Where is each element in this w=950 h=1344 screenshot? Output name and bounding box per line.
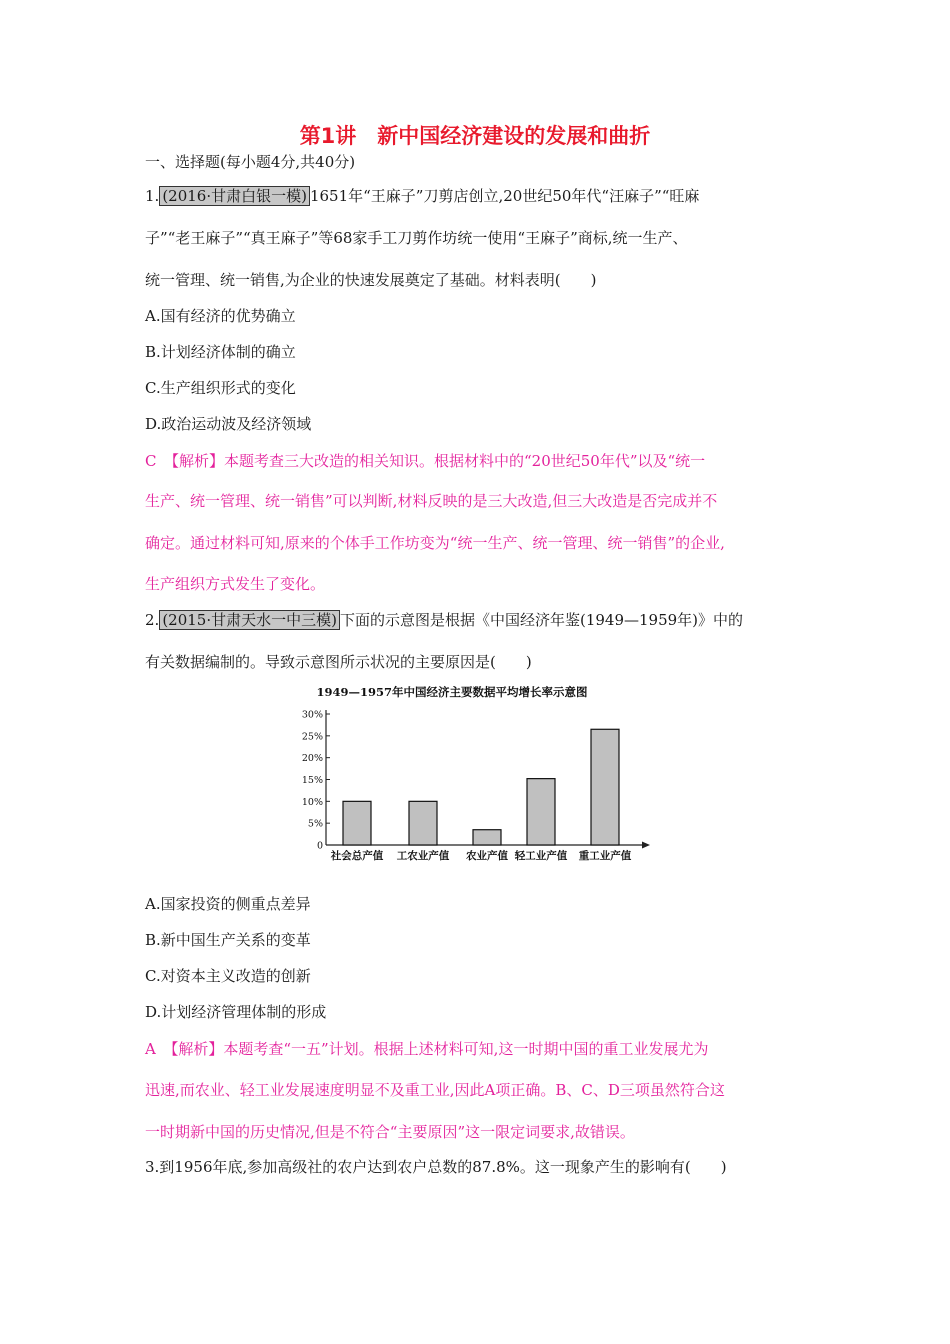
analysis-line: 生产组织方式发生了变化。 (145, 575, 326, 593)
x-tick-label: 工农业产值 (396, 850, 450, 862)
x-tick-label: 重工业产值 (578, 850, 632, 862)
question-1-line-3: 统一管理、统一销售,为企业的快速发展奠定了基础。材料表明( ) (145, 271, 597, 289)
page-title: 第1讲 新中国经济建设的发展和曲折 (299, 124, 651, 148)
x-tick-label: 轻工业产值 (514, 850, 568, 862)
y-tick-label: 5% (307, 818, 323, 830)
question-text: 1651年“王麻子”刀剪店创立,20世纪50年代“汪麻子”“旺麻 (309, 187, 700, 205)
analysis-line: C 【解析】本题考查三大改造的相关知识。根据材料中的“20世纪50年代”以及“统一 (145, 452, 706, 470)
analysis-line: 一时期新中国的历史情况,但是不符合“主要原因”这一限定词要求,故错误。 (145, 1123, 635, 1141)
x-axis-arrow (642, 842, 650, 849)
question-3-line-1: 3.到1956年底,参加高级社的农户达到农户总数的87.8%。这一现象产生的影响有( ) (145, 1158, 727, 1176)
analysis-line: 确定。通过材料可知,原来的个体手工作坊变为“统一生产、统一管理、统一销售”的企业, (145, 534, 725, 552)
y-tick-label: 25% (301, 731, 323, 743)
y-tick-label: 15% (301, 775, 323, 786)
analysis-line: 生产、统一管理、统一销售”可以判断,材料反映的是三大改造,但三大改造是否完成并不 (145, 492, 718, 510)
bar (409, 801, 437, 845)
option-d: D.计划经济管理体制的形成 (145, 1003, 327, 1021)
question-1-line-2: 子”“老王麻子”“真王麻子”等68家手工刀剪作坊统一使用“王麻子”商标,统一生产、 (145, 229, 688, 247)
option-a: A.国有经济的优势确立 (145, 307, 296, 325)
bar (527, 779, 555, 845)
section-heading: 一、选择题(每小题4分,共40分) (145, 153, 356, 171)
growth-rate-bar-chart (296, 684, 656, 870)
analysis-line: A 【解析】本题考查“一五”计划。根据上述材料可知,这一时期中国的重工业发展尤为 (145, 1040, 709, 1058)
y-tick-label: 10% (301, 796, 323, 808)
chart-title: 1949—1957年中国经济主要数据平均增长率示意图 (316, 685, 588, 699)
question-text: 下面的示意图是根据《中国经济年鉴(1949—1959年)》中的 (339, 611, 744, 629)
bar (473, 830, 501, 845)
question-number: 2. (145, 611, 160, 629)
question-number: 1. (145, 187, 160, 205)
question-2-line-1 (145, 610, 743, 630)
source-tag: (2016·甘肃白银一模) (159, 186, 310, 206)
question-2-line-2: 有关数据编制的。导致示意图所示状况的主要原因是( ) (145, 653, 532, 671)
option-c: C.对资本主义改造的创新 (145, 967, 311, 985)
option-a: A.国家投资的侧重点差异 (145, 895, 311, 913)
source-tag: (2015·甘肃天水一中三模) (159, 610, 340, 630)
option-d: D.政治运动波及经济领域 (145, 415, 312, 433)
bar (591, 729, 619, 845)
y-tick-label: 20% (301, 753, 323, 765)
option-c: C.生产组织形式的变化 (145, 379, 296, 397)
option-b: B.计划经济体制的确立 (145, 343, 296, 361)
option-b: B.新中国生产关系的变革 (145, 931, 311, 949)
x-tick-label: 社会总产值 (330, 850, 384, 862)
x-tick-label: 农业产值 (466, 850, 508, 862)
analysis-line: 迅速,而农业、轻工业发展速度明显不及重工业,因此A项正确。B、C、D三项虽然符合这 (145, 1081, 725, 1099)
bar (343, 801, 371, 845)
question-1-line-1 (145, 186, 699, 206)
y-tick-label: 0 (316, 840, 323, 852)
y-tick-label: 30% (301, 709, 323, 721)
